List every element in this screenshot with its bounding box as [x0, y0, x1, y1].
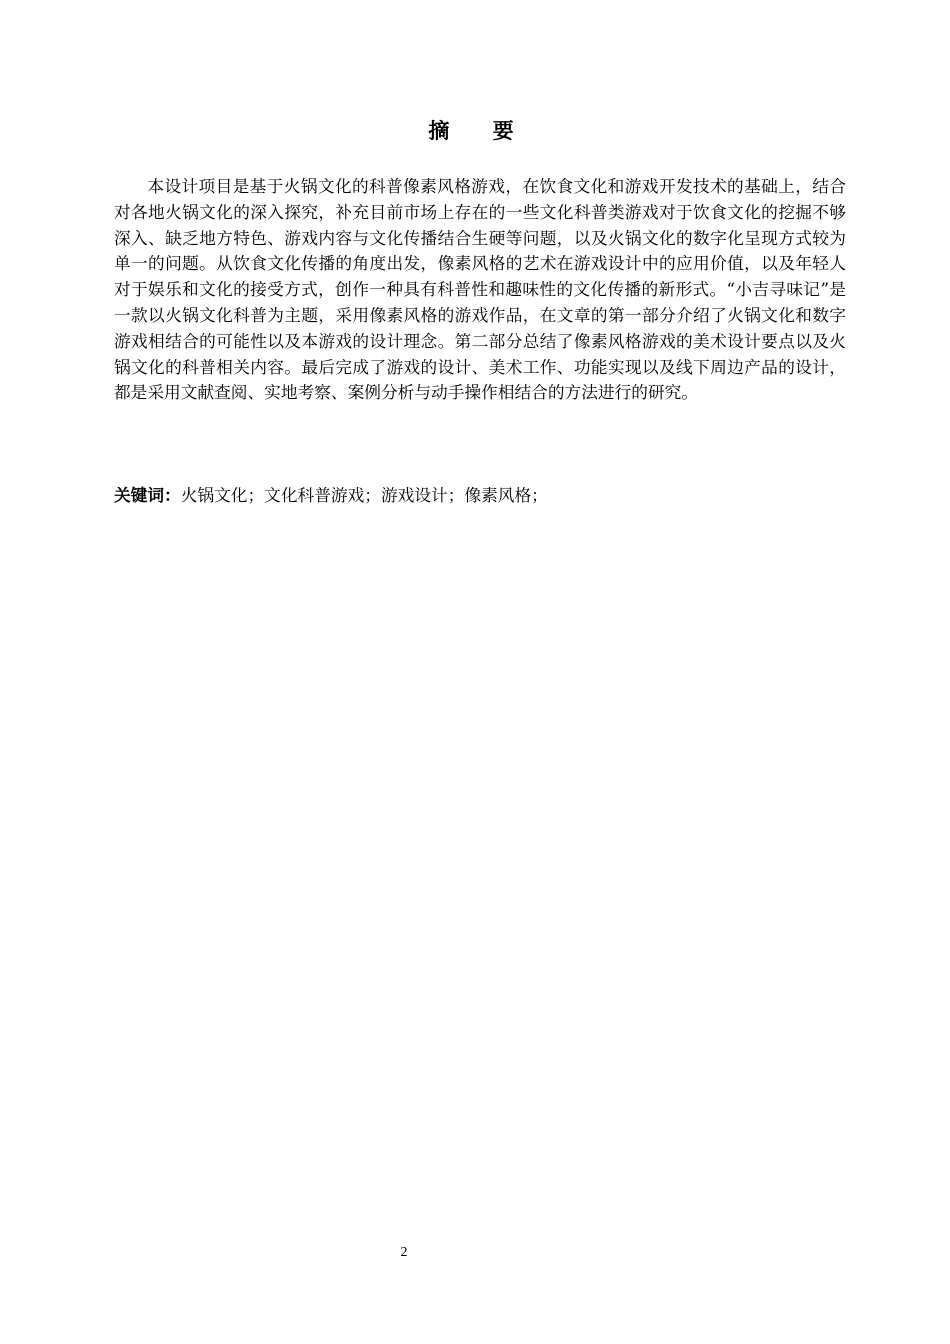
keywords-line: [114, 482, 846, 508]
keywords-label: 关键词：: [114, 485, 181, 505]
keywords-list: 火锅文化；文化科普游戏；游戏设计；像素风格；: [180, 485, 548, 505]
abstract-title: 摘 要: [428, 119, 532, 143]
abstract-paragraph: 本设计项目是基于火锅文化的科普像素风格游戏，在饮食文化和游戏开发技术的基础上，结合对各地火锅文化的深入探究，补充目前市场上存在的一些文化科普类游戏对于饮食文化的挖掘不够深入、缺乏地方特色、游戏内容与文化传播结合生硬等问题，以及火锅文化的数字化呈现方式较为单一的问题。从饮食文化传播的角度出发，像素风格的艺术在游戏设计中的应用价值，以及年轻人对于娱乐和文化的接受方式，创作一种具有科普性和趣味性的文化传播的新形式。“小吉寻味记”是一款以火锅文化科普为主题，采用像素风格的游戏作品，在文章的第一部分介绍了火锅文化和数字游戏相结合的可能性以及本游戏的设计理念。第二部分总结了像素风格游戏的美术设计要点以及火锅文化的科普相关内容。最后完成了游戏的设计、美术工作、功能实现以及线下周边产品的设计，都是采用文献查阅、实地考察、案例分析与动手操作相结合的方法进行的研究。: [114, 176, 846, 403]
page-number: 2: [400, 1245, 408, 1260]
